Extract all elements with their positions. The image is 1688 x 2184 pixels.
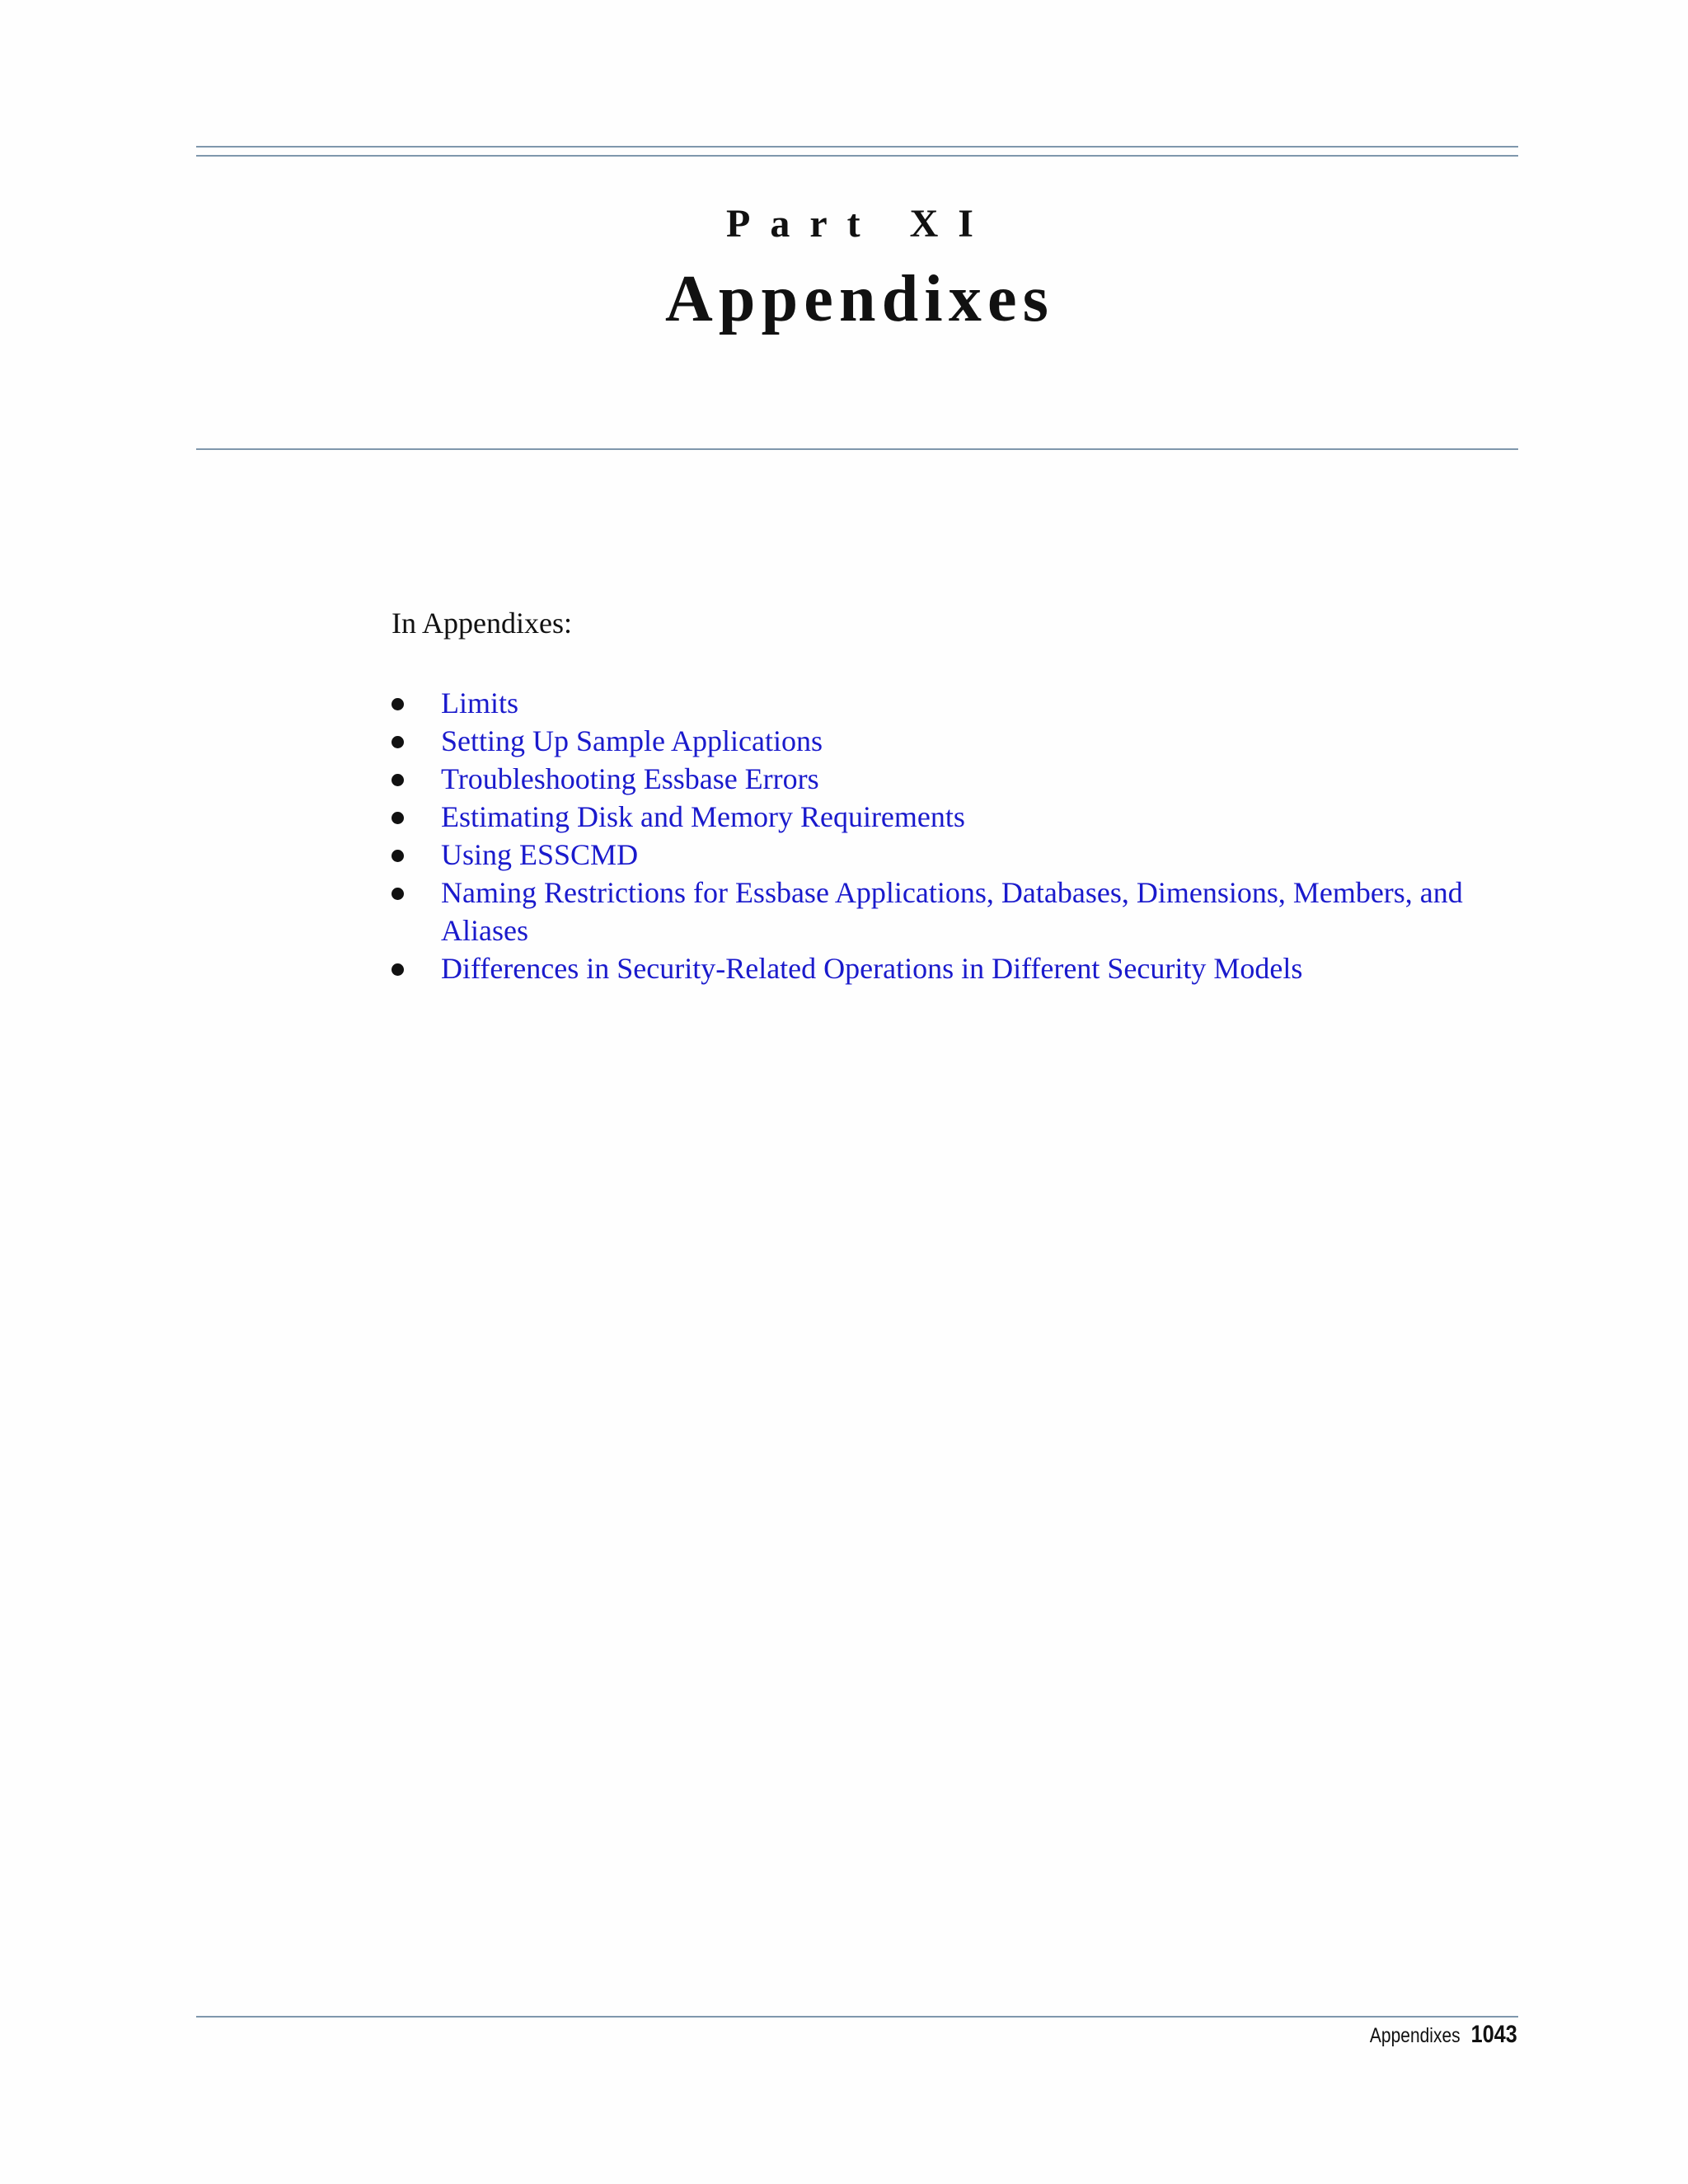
appendix-toc-list xyxy=(392,684,1496,987)
bullet-icon xyxy=(392,850,404,862)
toc-item-limits xyxy=(392,684,1496,722)
bullet-icon xyxy=(392,774,404,786)
toc-item-esscmd xyxy=(392,836,1496,874)
bullet-icon xyxy=(392,963,404,976)
part-label: Part XI xyxy=(726,202,993,246)
toc-link-troubleshooting[interactable]: Troubleshooting Essbase Errors xyxy=(441,762,819,795)
bullet-icon xyxy=(392,812,404,824)
toc-link-esscmd[interactable]: Using ESSCMD xyxy=(441,838,639,871)
page-number: 1043 xyxy=(1470,2021,1517,2048)
toc-link-security-models[interactable]: Differences in Security-Related Operations in Different Security Models xyxy=(441,952,1303,985)
toc-item-security-models xyxy=(392,949,1496,987)
header-rule-second xyxy=(196,155,1518,157)
page-footer xyxy=(1353,2021,1517,2049)
intro-text: In Appendixes: xyxy=(392,607,572,640)
toc-item-troubleshooting xyxy=(392,760,1496,798)
part-title: Appendixes xyxy=(664,263,1055,335)
toc-link-disk-memory[interactable]: Estimating Disk and Memory Requirements xyxy=(441,800,965,833)
header-rule-bottom xyxy=(196,448,1518,450)
toc-link-limits[interactable]: Limits xyxy=(441,687,519,719)
toc-item-sample-applications xyxy=(392,722,1496,760)
bullet-icon xyxy=(392,698,404,710)
toc-item-disk-memory xyxy=(392,798,1496,836)
bullet-icon xyxy=(392,888,404,900)
toc-link-sample-applications[interactable]: Setting Up Sample Applications xyxy=(441,724,823,757)
footer-section-title: Appendixes xyxy=(1370,2024,1461,2047)
header-rule-top xyxy=(196,146,1518,148)
toc-link-naming-restrictions[interactable]: Naming Restrictions for Essbase Applications, Databases, Dimensions, Members, and Aliases xyxy=(441,876,1463,947)
footer-rule xyxy=(196,2016,1518,2018)
bullet-icon xyxy=(392,736,404,748)
toc-item-naming-restrictions xyxy=(392,874,1496,949)
